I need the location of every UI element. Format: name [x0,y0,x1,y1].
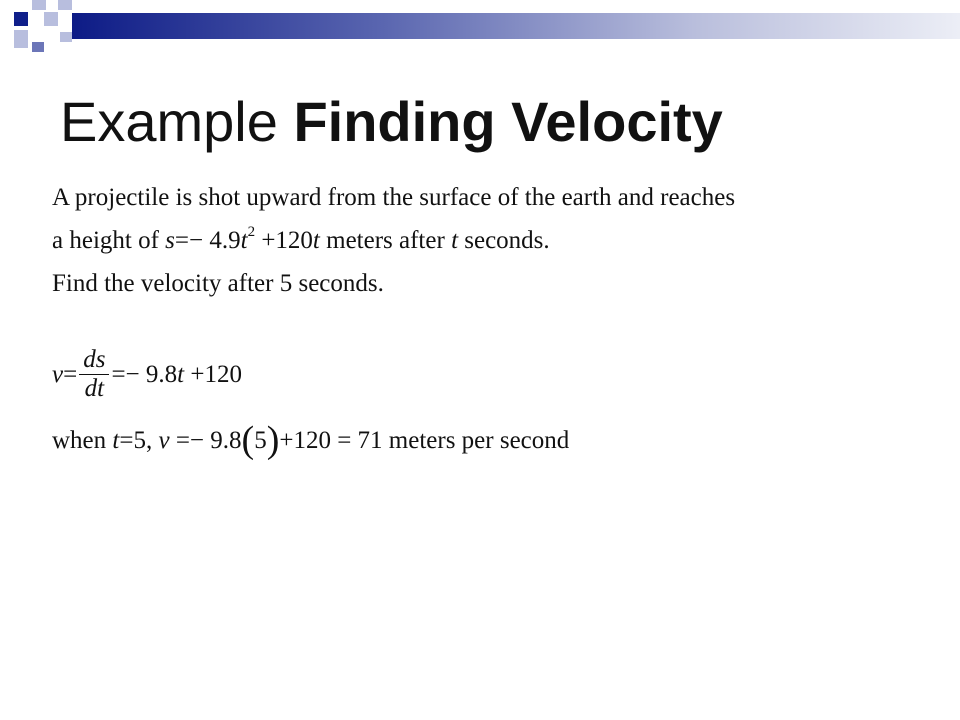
exponent: 2 [247,224,256,240]
eq-text: +120 [184,361,242,389]
eq-text: =− 4.9 [174,227,241,254]
text: meters after [326,227,452,254]
title-bold: Finding Velocity [293,90,723,153]
problem-line-1: A projectile is shot upward from the surface of the earth and reaches [52,184,736,211]
decor-square-light [44,12,58,26]
fraction-denominator: dt [84,375,105,402]
decor-square-light [14,30,28,48]
eq-text: =− 9.8 [111,361,178,389]
decor-square-dark [14,12,28,26]
eq-text: =− 9.8 [169,427,242,454]
var-v: v [158,427,170,454]
eq-sign: = [63,361,78,389]
value-five: 5 [254,427,267,454]
var-v: v [52,361,64,389]
var-t: t [177,361,185,389]
paren-close: ) [266,419,280,461]
var-t: t [451,227,459,254]
var-t: t [240,227,248,254]
problem-line-3: Find the velocity after 5 seconds. [52,270,384,297]
text: a height of [52,227,166,254]
problem-line-2 [52,224,550,255]
eq-text: =5, [119,427,159,454]
velocity-derivative-equation [52,348,242,405]
eq-text: +120 = 71 meters per second [279,427,570,454]
decor-square-light [58,0,72,10]
var-t: t [112,427,120,454]
decor-square-mid [32,42,44,52]
derivative-fraction [79,346,109,403]
decor-square-light [32,0,46,10]
decor-square-light [60,32,72,42]
height-equation [165,224,326,254]
paren-open: ( [241,419,255,461]
header-gradient-bar [72,13,960,39]
slide-title [60,86,723,158]
var-s: s [165,227,175,254]
title-normal: Example [60,90,294,153]
fraction-numerator: ds [83,346,106,373]
eq-text: +120 [255,227,313,254]
velocity-evaluation [52,414,570,461]
var-t: t [312,227,320,254]
text: when [52,427,113,454]
text: seconds. [458,227,550,254]
